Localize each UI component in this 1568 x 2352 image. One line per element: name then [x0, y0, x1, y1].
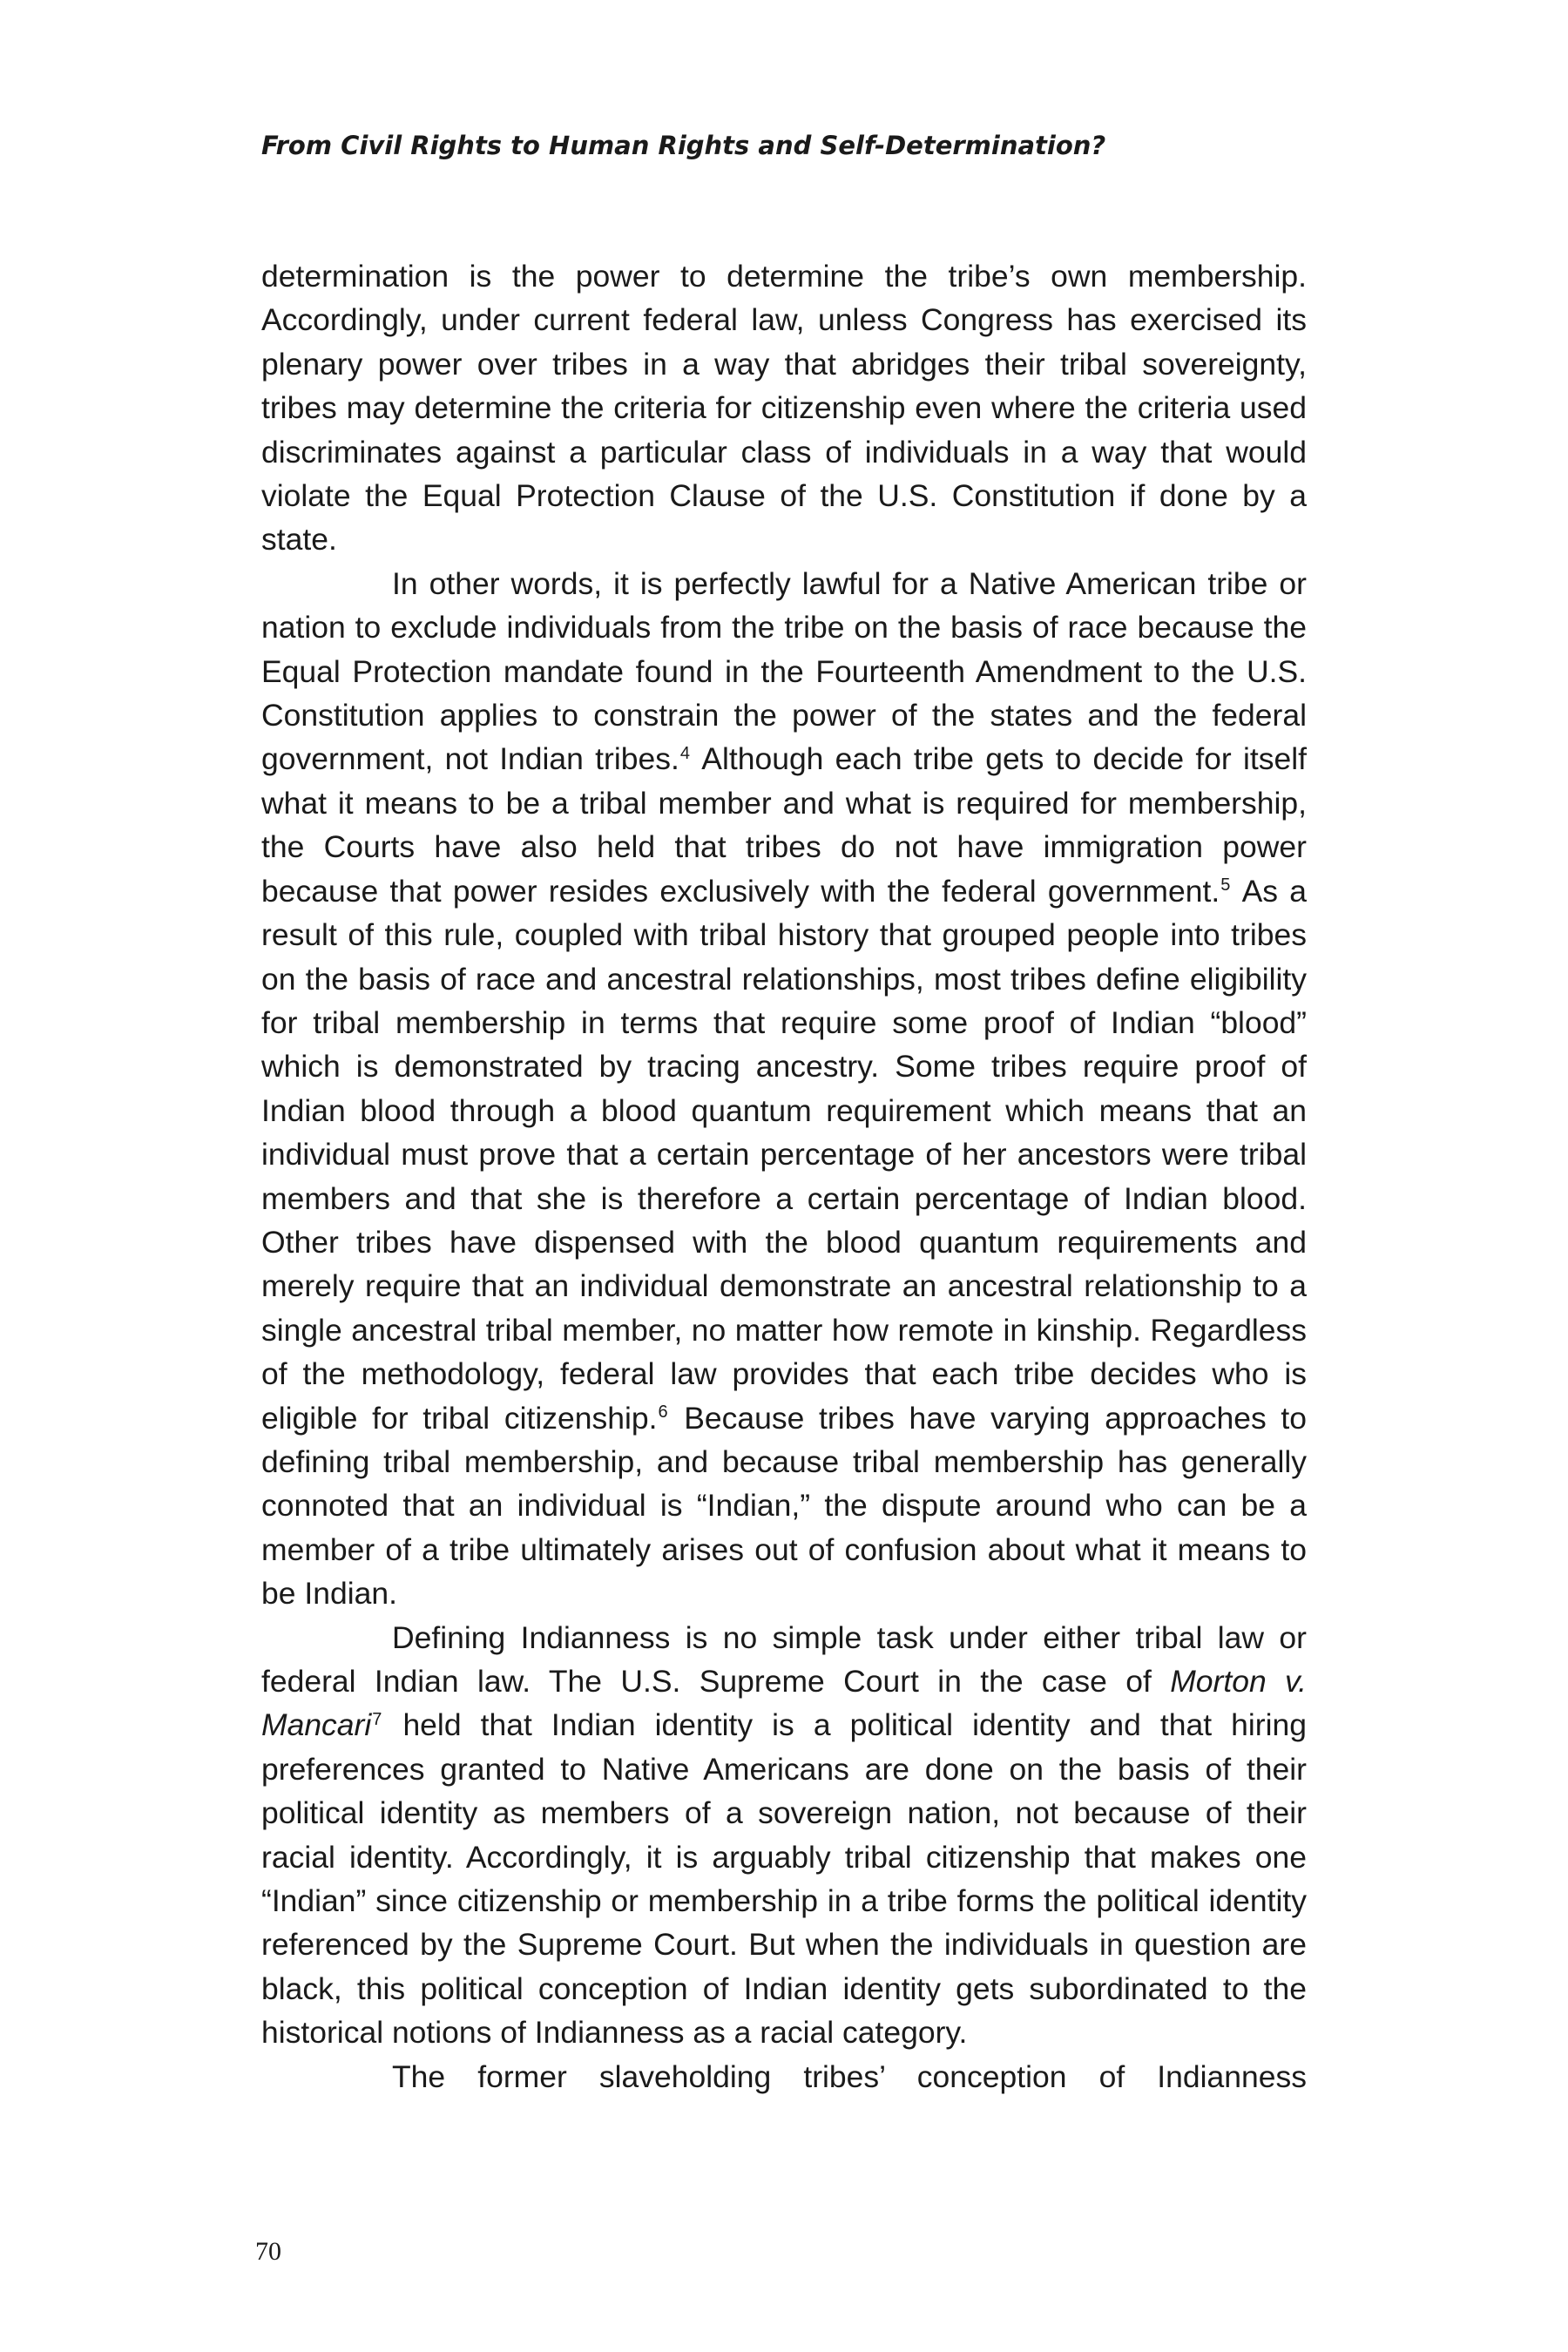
footnote-ref-7[interactable]: 7 [372, 1709, 382, 1729]
paragraph-1 [261, 254, 1307, 562]
footnote-ref-5[interactable]: 5 [1220, 875, 1231, 895]
running-header: From Civil Rights to Human Rights and Self-Determination? [261, 131, 1106, 160]
footnote-ref-4[interactable]: 4 [679, 743, 690, 763]
paragraph-4-text: The former slaveholding tribes’ conception of Indianness [392, 2058, 1307, 2094]
paragraph-4 [261, 2055, 1307, 2099]
page-number: 70 [255, 2237, 281, 2266]
paragraph-3 [261, 1616, 1307, 2055]
paragraph-3-segment-1: Defining Indianness is no simple task under either tribal law or federal Indian law. The U.S. Supreme Court in the case of [261, 1619, 1307, 1699]
case-name-morton-v-mancari: Morton v. Mancari [261, 1664, 1308, 1743]
paragraph-2-segment-1: In other words, it is perfectly lawful for a Native American tribe or nation to exclude individuals from the tribe on the basis of race because the Equal Protection mandate found in the Fourteenth Amendment to the U.S. Constitution applies to constrain the power of the states and the federal government, not Indian tribes. [261, 565, 1307, 777]
paragraph-1-text: determination is the power to determine the tribe’s own membership. Accordingly, under current federal law, unless Congress has exercised its plenary power over tribes in a way that abridges their tribal sovereignty, tribes may determine the criteria for citizenship even where the criteria used discriminates against a particular class of individuals in a way that would violate the Equal Protection Clause of the U.S. Constitution if done by a state. [261, 259, 1307, 558]
paragraph-2-segment-2: Although each tribe gets to decide for itself what it means to be a tribal member and what is required for membership, the Courts have also held that tribes do not have immigration power because that power resides exclusively with the federal government. [261, 741, 1308, 909]
paragraph-2-segment-4: Because tribes have varying approaches to defining tribal membership, and because tribal membership has generally connoted that an individual is “Indian,” the dispute around who can be a member of a tribe ultimately arises out of confusion about what it means to be Indian. [261, 1400, 1307, 1612]
paragraph-2 [261, 562, 1307, 1616]
paragraph-3-segment-2: held that Indian identity is a political identity and that hiring preferences granted to Native Americans are done on the basis of their political identity as members of a sovereign nation, not because of their racial identity. Accordingly, it is arguably tribal citizenship that makes one “Indian” since citizenship or membership in a tribe forms the political identity referenced by the Supreme Court. But when the individuals in question are black, this political conception of Indian identity gets subordinated to the historical notions of Indianness as a racial category. [261, 1707, 1307, 2051]
footnote-ref-6[interactable]: 6 [658, 1402, 668, 1422]
paragraph-2-segment-3: As a result of this rule, coupled with tribal history that grouped people into tribes on the basis of race and ancestral relationships, most tribes define eligibility for tribal membership in terms that require some proof of Indian “blood” which is demonstrated by tracing ancestry. Some tribes require proof of Indian blood through a blood quantum requirement which means that an individual must prove that a certain percentage of her ancestors were tribal members and that she is therefore a certain percentage of Indian blood. Other tribes have dispensed with the blood quantum requirements and merely require that an individual demonstrate an ancestral relationship to a single ancestral tribal member, no matter how remote in kinship. Regardless of the methodology, federal law provides that each tribe decides who is eligible for tribal citizenship. [261, 873, 1307, 1436]
body-text [261, 254, 1307, 2099]
